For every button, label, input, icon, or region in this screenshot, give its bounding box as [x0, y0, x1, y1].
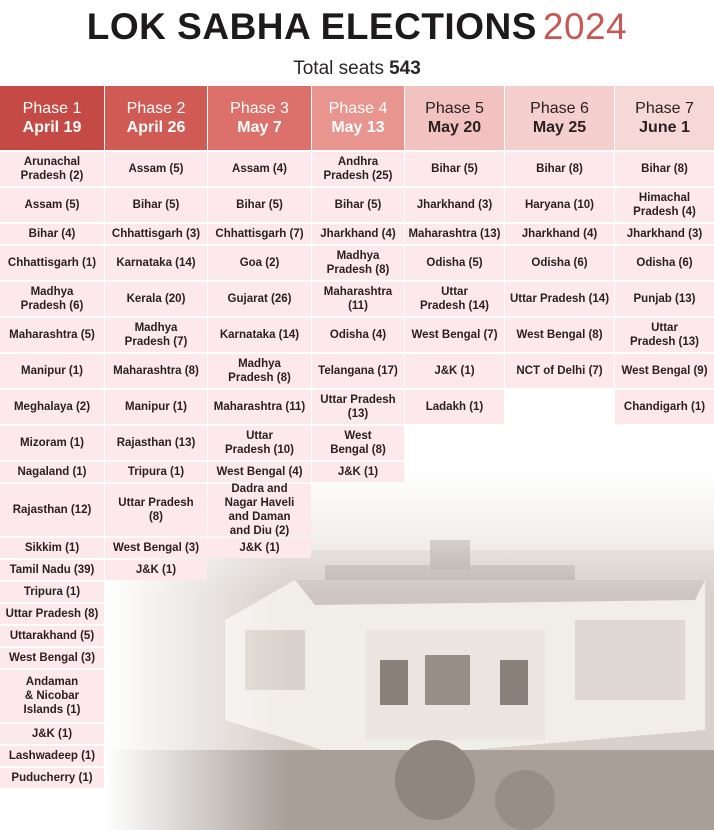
state-cell: Andhra Pradesh (25): [312, 152, 404, 186]
state-cell: Andaman & Nicobar Islands (1): [0, 670, 104, 722]
state-cell: Gujarat (26): [208, 282, 311, 316]
phase-date: May 20: [427, 119, 482, 136]
phase-date: April 26: [126, 119, 186, 136]
state-cell: Telangana (17): [312, 354, 404, 388]
state-cell: Bihar (4): [0, 224, 104, 244]
state-cell: Karnataka (14): [208, 318, 311, 352]
phase-date: June 1: [639, 119, 690, 136]
state-cell: Lashwadeep (1): [0, 746, 104, 766]
state-cell: Rajasthan (12): [0, 484, 104, 536]
state-cell: Puducherry (1): [0, 768, 104, 788]
state-cell: Assam (4): [208, 152, 311, 186]
state-cell: Punjab (13): [615, 282, 714, 316]
state-cell: Mizoram (1): [0, 426, 104, 460]
phase-3-column: [208, 86, 311, 560]
phase-5-states: [405, 152, 504, 424]
state-cell: West Bengal (8): [505, 318, 614, 352]
state-cell: Bihar (5): [105, 188, 207, 222]
state-cell: Assam (5): [105, 152, 207, 186]
state-cell: Tamil Nadu (39): [0, 560, 104, 580]
phase-2-header: [105, 86, 207, 150]
state-cell: Bihar (8): [615, 152, 714, 186]
state-cell: J&K (1): [208, 538, 311, 558]
phase-5-header: [405, 86, 504, 150]
phase-4-header: [312, 86, 404, 150]
phase-label: Phase 3: [230, 100, 289, 117]
state-cell: Goa (2): [208, 246, 311, 280]
total-seats-value: 543: [389, 58, 421, 79]
state-cell: Odisha (6): [505, 246, 614, 280]
phase-date: April 19: [22, 119, 82, 136]
state-cell: Maharashtra (11): [208, 390, 311, 424]
phase-3-states: [208, 152, 311, 558]
state-cell: Sikkim (1): [0, 538, 104, 558]
phase-2-states: [105, 152, 207, 580]
phase-6-column: [505, 86, 614, 390]
state-cell: Himachal Pradesh (4): [615, 188, 714, 222]
state-cell: Chandigarh (1): [615, 390, 714, 424]
state-cell: Karnataka (14): [105, 246, 207, 280]
state-cell: Uttar Pradesh (8): [0, 604, 104, 624]
state-cell: Madhya Pradesh (7): [105, 318, 207, 352]
phase-7-states: [615, 152, 714, 424]
state-cell: Madhya Pradesh (6): [0, 282, 104, 316]
state-cell: Manipur (1): [105, 390, 207, 424]
header: [0, 0, 714, 86]
phase-3-header: [208, 86, 311, 150]
state-cell: Jharkhand (4): [505, 224, 614, 244]
state-cell: J&K (1): [0, 724, 104, 744]
phase-date: May 7: [237, 119, 282, 136]
state-cell: Odisha (5): [405, 246, 504, 280]
phase-date: May 13: [331, 119, 385, 136]
state-cell: West Bengal (3): [0, 648, 104, 668]
state-cell: Haryana (10): [505, 188, 614, 222]
state-cell: Kerala (20): [105, 282, 207, 316]
state-cell: Ladakh (1): [405, 390, 504, 424]
phase-1-states: [0, 152, 104, 788]
state-cell: Maharashtra (8): [105, 354, 207, 388]
state-cell: Arunachal Pradesh (2): [0, 152, 104, 186]
state-cell: Jharkhand (3): [405, 188, 504, 222]
phase-1-column: [0, 86, 104, 790]
state-cell: Maharashtra (5): [0, 318, 104, 352]
phase-label: Phase 4: [328, 100, 388, 117]
state-cell: Uttarakhand (5): [0, 626, 104, 646]
state-cell: Uttar Pradesh (14): [505, 282, 614, 316]
phase-6-header: [505, 86, 614, 150]
phase-5-column: [405, 86, 504, 426]
state-cell: Madhya Pradesh (8): [312, 246, 404, 280]
state-cell: West Bengal (8): [312, 426, 404, 460]
state-cell: Uttar Pradesh (13): [312, 390, 404, 424]
phase-date: May 25: [532, 119, 587, 136]
state-cell: Bihar (5): [405, 152, 504, 186]
state-cell: Tripura (1): [0, 582, 104, 602]
state-cell: Meghalaya (2): [0, 390, 104, 424]
state-cell: Odisha (6): [615, 246, 714, 280]
state-cell: Uttar Pradesh (10): [208, 426, 311, 460]
phase-6-states: [505, 152, 614, 388]
phase-4-column: [312, 86, 404, 484]
state-cell: Uttar Pradesh (14): [405, 282, 504, 316]
state-cell: Jharkhand (4): [312, 224, 404, 244]
state-cell: Rajasthan (13): [105, 426, 207, 460]
state-cell: Nagaland (1): [0, 462, 104, 482]
state-cell: Tripura (1): [105, 462, 207, 482]
state-cell: Assam (5): [0, 188, 104, 222]
state-cell: Chhattisgarh (7): [208, 224, 311, 244]
state-cell: Chhattisgarh (1): [0, 246, 104, 280]
state-cell: Madhya Pradesh (8): [208, 354, 311, 388]
state-cell: J&K (1): [105, 560, 207, 580]
state-cell: Chhattisgarh (3): [105, 224, 207, 244]
phase-1-header: [0, 86, 104, 150]
state-cell: West Bengal (9): [615, 354, 714, 388]
state-cell: Uttar Pradesh (13): [615, 318, 714, 352]
state-cell: Maharashtra (11): [312, 282, 404, 316]
state-cell: West Bengal (4): [208, 462, 311, 482]
phase-label: Phase 2: [126, 100, 186, 117]
state-cell: West Bengal (7): [405, 318, 504, 352]
state-cell: West Bengal (3): [105, 538, 207, 558]
state-cell: Uttar Pradesh (8): [105, 484, 207, 536]
state-cell: J&K (1): [405, 354, 504, 388]
phase-label: Phase 5: [425, 100, 484, 117]
phase-7-header: [615, 86, 714, 150]
state-cell: Bihar (8): [505, 152, 614, 186]
state-cell: Manipur (1): [0, 354, 104, 388]
phase-2-column: [105, 86, 207, 582]
state-cell: Jharkhand (3): [615, 224, 714, 244]
total-seats: [0, 58, 714, 80]
phase-label: Phase 1: [22, 100, 82, 117]
state-cell: Odisha (4): [312, 318, 404, 352]
state-cell: Dadra and Nagar Haveli and Daman and Diu (2): [208, 484, 311, 536]
title-year: 2024: [542, 6, 628, 47]
total-seats-label: Total seats: [293, 58, 385, 79]
phase-label: Phase 7: [635, 100, 694, 117]
state-cell: Bihar (5): [312, 188, 404, 222]
phase-4-states: [312, 152, 404, 482]
page-title: [0, 6, 714, 48]
state-cell: J&K (1): [312, 462, 404, 482]
state-cell: Bihar (5): [208, 188, 311, 222]
phase-7-column: [615, 86, 714, 426]
phase-label: Phase 6: [530, 100, 589, 117]
state-cell: Maharashtra (13): [405, 224, 504, 244]
title-main: LOK SABHA ELECTIONS: [86, 6, 537, 47]
state-cell: NCT of Delhi (7): [505, 354, 614, 388]
